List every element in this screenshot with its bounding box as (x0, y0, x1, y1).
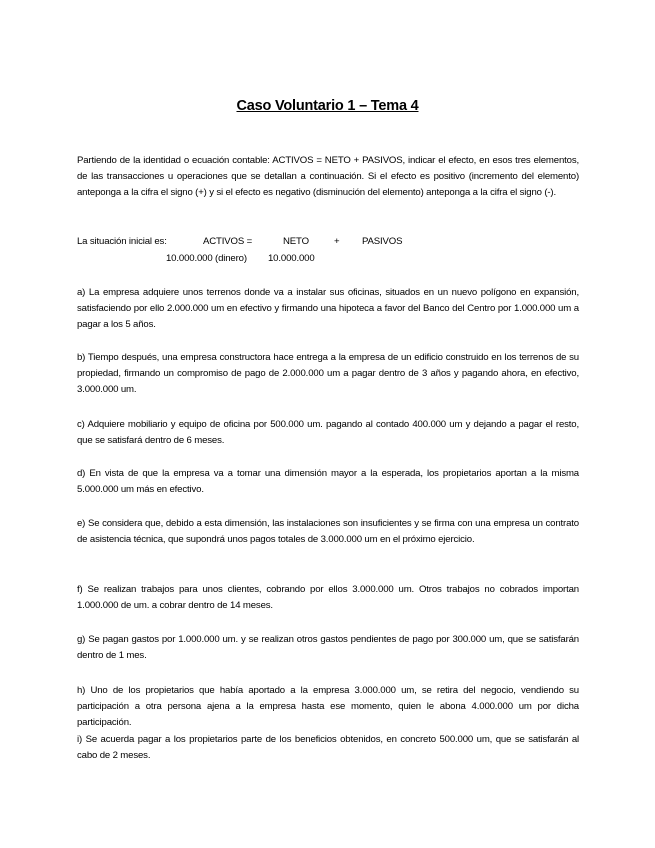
neto-value: 10.000.000 (268, 253, 315, 264)
item-f: f) Se realizan trabajos para unos clientes, cobrando por ellos 3.000.000 um. Otros trabajos no cobrados importan 1.000.000 de um. a cobrar dentro de 14 meses. (77, 584, 579, 612)
equation-pasivos: PASIVOS (362, 236, 403, 247)
document-title: Caso Voluntario 1 – Tema 4 (236, 98, 419, 114)
item-d: d) En vista de que la empresa va a tomar una dimensión mayor a la esperada, los propietarios aportan a la misma 5.000.000 um más en efectivo. (77, 468, 579, 496)
initial-situation-label: La situación inicial es: (77, 236, 167, 247)
item-h: h) Uno de los propietarios que había aportado a la empresa 3.000.000 um, se retira del negocio, vendiendo su participación a otra persona ajena a la empresa hasta ese momento, quien le abona 4.000.000 um por dicha participación. (77, 685, 579, 729)
activos-value: 10.000.000 (dinero) (166, 253, 247, 264)
item-e: e) Se considera que, debido a esta dimensión, las instalaciones son insuficientes y se firma con una empresa un contrato de asistencia técnica, que supondrá unos pagos totales de 3.000.000 um en el próximo ejercicio. (77, 518, 579, 546)
equation-plus: + (334, 236, 340, 247)
item-g: g) Se pagan gastos por 1.000.000 um. y se realizan otros gastos pendientes de pago por 300.000 um, que se satisfarán dentro de 1 mes. (77, 634, 579, 662)
item-i: i) Se acuerda pagar a los propietarios parte de los beneficios obtenidos, en concreto 500.000 um, que se satisfarán al cabo de 2 meses. (77, 734, 579, 762)
item-c: c) Adquiere mobiliario y equipo de oficina por 500.000 um. pagando al contado 400.000 um y dejando a pagar el resto, que se satisfará dentro de 6 meses. (77, 419, 579, 447)
item-a: a) La empresa adquiere unos terrenos donde va a instalar sus oficinas, situados en un nuevo polígono en expansión, satisfaciendo por ello 2.000.000 um en efectivo y firmando una hipoteca a favor del Banco del Centro por 1.000.000 um a pagar a los 5 años. (77, 287, 579, 331)
item-b: b) Tiempo después, una empresa constructora hace entrega a la empresa de un edificio construido en los terrenos de su propiedad, firmando un compromiso de pago de 2.000.000 um a pagar dentro de 3 años y pagando ahora, en efectivo, 3.000.000 um. (77, 352, 579, 396)
equation-neto: NETO (283, 236, 309, 247)
intro-paragraph: Partiendo de la identidad o ecuación contable: ACTIVOS = NETO + PASIVOS, indicar el efecto, en esos tres elementos, de las transacciones u operaciones que se detallan a continuación. Si el efecto es positivo (incremento del elemento) anteponga a la cifra el signo (+) y si el efecto es negativo (disminución del elemento) anteponga a la cifra el signo (-). (77, 155, 579, 199)
equation-activos: ACTIVOS = (203, 236, 253, 247)
